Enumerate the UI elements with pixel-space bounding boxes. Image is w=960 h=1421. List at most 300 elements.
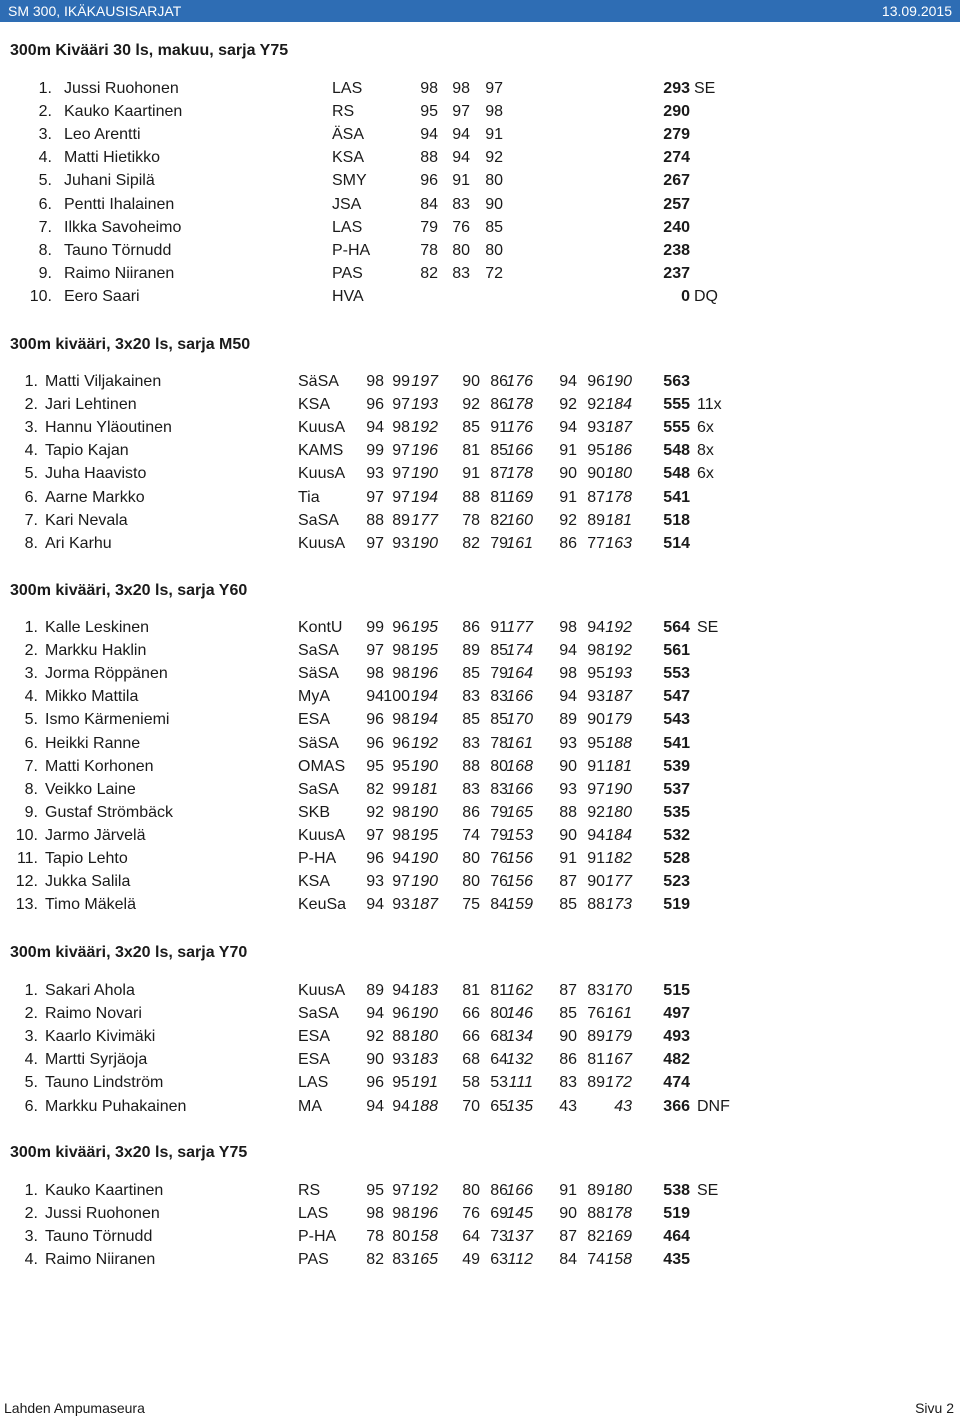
position-subtotal: 170 xyxy=(506,711,533,729)
total-score: 548 xyxy=(663,442,690,460)
club: HVA xyxy=(332,287,364,305)
event-date: 13.09.2015 xyxy=(881,3,952,19)
series-score: 93 xyxy=(587,419,605,437)
total-score: 539 xyxy=(663,757,690,775)
series-score: 79 xyxy=(490,665,508,683)
series-score: 53 xyxy=(490,1074,508,1092)
series-score: 91 xyxy=(559,488,577,506)
shooter-name: Ismo Kärmeniemi xyxy=(45,711,170,729)
series-score: 96 xyxy=(366,711,384,729)
shooter-name: Juhani Sipilä xyxy=(64,172,155,190)
shooter-name: Pentti Ihalainen xyxy=(64,195,175,213)
result-note: 11x xyxy=(697,396,722,414)
series-score: 98 xyxy=(392,419,410,437)
total-score: 257 xyxy=(663,195,690,213)
series-score: 91 xyxy=(559,850,577,867)
rank: 9. xyxy=(24,803,38,821)
rank: 5. xyxy=(24,711,38,729)
total-score: 561 xyxy=(663,642,690,660)
series-score: 66 xyxy=(462,1005,480,1023)
shooter-name: Veikko Laine xyxy=(45,780,136,798)
series-score: 96 xyxy=(366,396,384,414)
total-score: 547 xyxy=(663,688,690,706)
position-subtotal: 166 xyxy=(506,780,533,798)
position-subtotal: 180 xyxy=(605,803,632,821)
result-row xyxy=(0,1251,960,1273)
series-score: 87 xyxy=(559,873,577,891)
series-score: 100 xyxy=(383,688,410,706)
series-score: 83 xyxy=(587,982,605,999)
section-title: 300m kivääri, 3x20 ls, sarja Y70 xyxy=(10,944,248,961)
total-score: 493 xyxy=(663,1028,690,1046)
club: MyA xyxy=(298,688,330,706)
series-score: 96 xyxy=(366,1074,384,1092)
series-score: 86 xyxy=(490,1182,508,1199)
rank: 4. xyxy=(38,149,52,167)
rank: 13. xyxy=(15,896,38,914)
series-score: 86 xyxy=(559,1051,577,1069)
shooter-name: Heikki Ranne xyxy=(45,734,141,752)
series-score: 80 xyxy=(462,873,480,891)
position-subtotal: 181 xyxy=(605,757,632,775)
position-subtotal: 196 xyxy=(411,1205,438,1223)
series-score: 70 xyxy=(462,1097,480,1115)
series-score: 89 xyxy=(587,1074,605,1092)
series-score: 85 xyxy=(490,442,508,460)
series-score: 98 xyxy=(366,665,384,683)
series-score: 91 xyxy=(559,442,577,460)
series-score: 98 xyxy=(392,711,410,729)
position-subtotal: 177 xyxy=(506,619,533,636)
series-score: 85 xyxy=(462,665,480,683)
event-title: SM 300, IKÄKAUSISARJAT xyxy=(8,3,182,19)
series-score: 86 xyxy=(490,373,508,390)
series-score: 77 xyxy=(587,534,605,552)
result-row xyxy=(0,396,960,418)
position-subtotal: 166 xyxy=(506,1182,533,1199)
shooter-name: Raimo Novari xyxy=(45,1005,142,1023)
series-score: 94 xyxy=(420,126,438,144)
result-row xyxy=(0,535,960,557)
series-score: 69 xyxy=(490,1205,508,1223)
series-score: 92 xyxy=(485,149,503,167)
series-score: 85 xyxy=(490,642,508,660)
total-score: 564 xyxy=(663,619,690,636)
total-score: 538 xyxy=(663,1182,690,1199)
series-score: 85 xyxy=(462,419,480,437)
series-score: 91 xyxy=(490,419,508,437)
series-score: 89 xyxy=(559,711,577,729)
series-score: 88 xyxy=(392,1028,410,1046)
series-score: 75 xyxy=(462,896,480,914)
series-score: 83 xyxy=(452,264,470,282)
position-subtotal: 196 xyxy=(411,442,438,460)
series-score: 98 xyxy=(420,80,438,97)
position-subtotal: 43 xyxy=(614,1097,632,1115)
series-score: 82 xyxy=(490,511,508,529)
series-score: 96 xyxy=(366,734,384,752)
series-score: 85 xyxy=(559,1005,577,1023)
series-score: 76 xyxy=(587,1005,605,1023)
shooter-name: Tauno Törnudd xyxy=(64,241,172,259)
result-row xyxy=(0,288,960,310)
result-note: SE xyxy=(697,1182,719,1199)
result-row xyxy=(0,665,960,687)
series-score: 80 xyxy=(490,1005,508,1023)
series-score: 86 xyxy=(462,619,480,636)
rank: 5. xyxy=(24,1074,38,1092)
position-subtotal: 186 xyxy=(605,442,632,460)
result-row xyxy=(0,1182,960,1204)
club: SäSA xyxy=(298,734,339,752)
series-score: 83 xyxy=(490,688,508,706)
series-score: 68 xyxy=(462,1051,480,1069)
club: Tia xyxy=(298,488,320,506)
rank: 2. xyxy=(38,103,52,121)
position-subtotal: 194 xyxy=(411,688,438,706)
position-subtotal: 188 xyxy=(605,734,632,752)
club: P-HA xyxy=(298,850,337,867)
series-score: 98 xyxy=(559,619,577,636)
result-note: 8x xyxy=(697,442,714,460)
shooter-name: Matti Viljakainen xyxy=(45,373,162,390)
series-score: 90 xyxy=(366,1051,384,1069)
series-score: 82 xyxy=(366,1251,384,1269)
position-subtotal: 159 xyxy=(506,896,533,914)
total-score: 237 xyxy=(663,264,690,282)
position-subtotal: 183 xyxy=(411,1051,438,1069)
rank: 4. xyxy=(24,442,38,460)
series-score: 94 xyxy=(392,982,410,999)
series-score: 96 xyxy=(587,373,605,390)
position-subtotal: 111 xyxy=(508,1074,533,1092)
series-score: 68 xyxy=(490,1028,508,1046)
position-subtotal: 195 xyxy=(411,826,438,844)
rank: 3. xyxy=(24,1028,38,1046)
series-score: 98 xyxy=(587,642,605,660)
shooter-name: Gustaf Strömbäck xyxy=(45,803,174,821)
rank: 2. xyxy=(24,642,38,660)
shooter-name: Markku Haklin xyxy=(45,642,147,660)
page-header xyxy=(0,0,960,22)
rank: 4. xyxy=(24,1251,38,1269)
club: KuusA xyxy=(298,419,346,437)
series-score: 81 xyxy=(587,1051,605,1069)
rank: 7. xyxy=(24,511,38,529)
series-score: 83 xyxy=(559,1074,577,1092)
position-subtotal: 190 xyxy=(411,465,438,483)
series-score: 82 xyxy=(587,1228,605,1246)
position-subtotal: 166 xyxy=(506,442,533,460)
series-score: 94 xyxy=(452,126,470,144)
result-row xyxy=(0,103,960,125)
position-subtotal: 184 xyxy=(605,826,632,844)
rank: 4. xyxy=(24,688,38,706)
position-subtotal: 195 xyxy=(411,642,438,660)
rank: 1. xyxy=(24,373,38,390)
position-subtotal: 156 xyxy=(506,873,533,891)
position-subtotal: 190 xyxy=(605,373,632,390)
result-row xyxy=(0,126,960,148)
position-subtotal: 190 xyxy=(411,873,438,891)
series-score: 88 xyxy=(587,896,605,914)
result-row xyxy=(0,982,960,1004)
club: P-HA xyxy=(298,1228,337,1246)
club: SäSA xyxy=(298,665,339,683)
position-subtotal: 195 xyxy=(411,619,438,636)
club: PAS xyxy=(332,264,363,282)
series-score: 49 xyxy=(462,1251,480,1269)
series-score: 86 xyxy=(559,534,577,552)
series-score: 79 xyxy=(490,803,508,821)
total-score: 537 xyxy=(663,780,690,798)
series-score: 93 xyxy=(559,734,577,752)
series-score: 72 xyxy=(485,264,503,282)
series-score: 94 xyxy=(452,149,470,167)
series-score: 74 xyxy=(587,1251,605,1269)
result-row xyxy=(0,804,960,826)
shooter-name: Matti Korhonen xyxy=(45,757,154,775)
result-row xyxy=(0,1228,960,1250)
position-subtotal: 190 xyxy=(411,1005,438,1023)
shooter-name: Tapio Lehto xyxy=(45,850,128,867)
series-score: 88 xyxy=(559,803,577,821)
rank: 10. xyxy=(15,826,38,844)
position-subtotal: 180 xyxy=(605,465,632,483)
series-score: 93 xyxy=(392,1051,410,1069)
shooter-name: Jukka Salila xyxy=(45,873,131,891)
position-subtotal: 187 xyxy=(411,896,438,914)
shooter-name: Kauko Kaartinen xyxy=(64,103,183,121)
rank: 6. xyxy=(24,734,38,752)
total-score: 523 xyxy=(663,873,690,891)
position-subtotal: 161 xyxy=(605,1005,632,1023)
position-subtotal: 179 xyxy=(605,711,632,729)
result-row xyxy=(0,827,960,849)
series-score: 95 xyxy=(366,757,384,775)
club: JSA xyxy=(332,195,362,213)
rank: 3. xyxy=(24,1228,38,1246)
shooter-name: Ari Karhu xyxy=(45,534,112,552)
series-score: 81 xyxy=(462,442,480,460)
position-subtotal: 158 xyxy=(411,1228,438,1246)
position-subtotal: 187 xyxy=(605,419,632,437)
series-score: 79 xyxy=(420,218,438,236)
series-score: 91 xyxy=(587,757,605,775)
series-score: 80 xyxy=(462,850,480,867)
series-score: 93 xyxy=(587,688,605,706)
series-score: 64 xyxy=(462,1228,480,1246)
total-score: 518 xyxy=(663,511,690,529)
series-score: 78 xyxy=(420,241,438,259)
rank: 3. xyxy=(24,665,38,683)
series-score: 83 xyxy=(490,780,508,798)
total-score: 519 xyxy=(663,896,690,914)
shooter-name: Tauno Törnudd xyxy=(45,1228,153,1246)
total-score: 464 xyxy=(663,1228,690,1246)
series-score: 94 xyxy=(392,850,410,867)
series-score: 83 xyxy=(392,1251,410,1269)
series-score: 91 xyxy=(559,1182,577,1199)
result-row xyxy=(0,1205,960,1227)
series-score: 65 xyxy=(490,1097,508,1115)
series-score: 89 xyxy=(587,511,605,529)
position-subtotal: 181 xyxy=(411,780,438,798)
series-score: 86 xyxy=(462,803,480,821)
club: PAS xyxy=(298,1251,329,1269)
series-score: 89 xyxy=(462,642,480,660)
club: KuusA xyxy=(298,826,346,844)
position-subtotal: 190 xyxy=(411,803,438,821)
position-subtotal: 146 xyxy=(506,1005,533,1023)
club: P-HA xyxy=(332,241,371,259)
position-subtotal: 184 xyxy=(605,396,632,414)
series-score: 99 xyxy=(392,780,410,798)
shooter-name: Raimo Niiranen xyxy=(45,1251,156,1269)
result-row xyxy=(0,149,960,171)
rank: 5. xyxy=(38,172,52,190)
series-score: 94 xyxy=(559,642,577,660)
result-row xyxy=(0,1051,960,1073)
rank: 6. xyxy=(24,1097,38,1115)
shooter-name: Sakari Ahola xyxy=(45,982,135,999)
total-score: 293 xyxy=(663,80,690,97)
series-score: 78 xyxy=(366,1228,384,1246)
series-score: 85 xyxy=(490,711,508,729)
club: KSA xyxy=(298,396,331,414)
series-score: 97 xyxy=(366,488,384,506)
series-score: 94 xyxy=(559,373,577,390)
series-score: 78 xyxy=(490,734,508,752)
result-row xyxy=(0,850,960,872)
series-score: 92 xyxy=(366,803,384,821)
series-score: 80 xyxy=(490,757,508,775)
series-score: 98 xyxy=(392,1205,410,1223)
series-score: 66 xyxy=(462,1028,480,1046)
position-subtotal: 169 xyxy=(506,488,533,506)
series-score: 81 xyxy=(490,488,508,506)
series-score: 92 xyxy=(559,396,577,414)
series-score: 80 xyxy=(392,1228,410,1246)
position-subtotal: 168 xyxy=(506,757,533,775)
series-score: 98 xyxy=(559,665,577,683)
section-title: 300m Kivääri 30 ls, makuu, sarja Y75 xyxy=(10,42,289,59)
series-score: 97 xyxy=(366,642,384,660)
series-score: 94 xyxy=(392,1097,410,1115)
shooter-name: Martti Syrjäoja xyxy=(45,1051,148,1069)
series-score: 58 xyxy=(462,1074,480,1092)
position-subtotal: 166 xyxy=(506,688,533,706)
total-score: 279 xyxy=(663,126,690,144)
series-score: 92 xyxy=(462,396,480,414)
series-score: 95 xyxy=(587,734,605,752)
series-score: 74 xyxy=(462,826,480,844)
shooter-name: Matti Hietikko xyxy=(64,149,161,167)
series-score: 99 xyxy=(366,619,384,636)
position-subtotal: 194 xyxy=(411,711,438,729)
shooter-name: Mikko Mattila xyxy=(45,688,139,706)
position-subtotal: 177 xyxy=(605,873,632,891)
result-row xyxy=(0,1005,960,1027)
series-score: 90 xyxy=(462,373,480,390)
series-score: 89 xyxy=(587,1028,605,1046)
rank: 2. xyxy=(24,1205,38,1223)
series-score: 97 xyxy=(392,1182,410,1199)
position-subtotal: 132 xyxy=(506,1051,533,1069)
position-subtotal: 177 xyxy=(411,511,438,529)
result-row xyxy=(0,642,960,664)
series-score: 98 xyxy=(392,642,410,660)
rank: 7. xyxy=(24,757,38,775)
position-subtotal: 176 xyxy=(506,373,533,390)
position-subtotal: 182 xyxy=(605,850,632,867)
rank: 3. xyxy=(38,126,52,144)
total-score: 474 xyxy=(663,1074,690,1092)
total-score: 555 xyxy=(663,396,690,414)
series-score: 99 xyxy=(392,373,410,390)
series-score: 76 xyxy=(490,850,508,867)
series-score: 88 xyxy=(366,511,384,529)
result-row xyxy=(0,373,960,395)
series-score: 95 xyxy=(392,757,410,775)
series-score: 92 xyxy=(587,396,605,414)
series-score: 63 xyxy=(490,1251,508,1269)
result-row xyxy=(0,512,960,534)
series-score: 94 xyxy=(559,419,577,437)
club: KSA xyxy=(298,873,331,891)
series-score: 97 xyxy=(392,873,410,891)
rank: 4. xyxy=(24,1051,38,1069)
result-row xyxy=(0,781,960,803)
series-score: 91 xyxy=(485,126,503,144)
club: MA xyxy=(298,1097,322,1115)
series-score: 94 xyxy=(366,688,384,706)
total-score: 563 xyxy=(663,373,690,390)
series-score: 96 xyxy=(392,734,410,752)
series-score: 87 xyxy=(559,982,577,999)
shooter-name: Kalle Leskinen xyxy=(45,619,150,636)
series-score: 95 xyxy=(366,1182,384,1199)
shooter-name: Jussi Ruohonen xyxy=(45,1205,160,1223)
club: LAS xyxy=(298,1205,329,1223)
result-row xyxy=(0,219,960,241)
series-score: 94 xyxy=(366,419,384,437)
series-score: 87 xyxy=(587,488,605,506)
position-subtotal: 176 xyxy=(506,419,533,437)
position-subtotal: 191 xyxy=(411,1074,438,1092)
shooter-name: Timo Mäkelä xyxy=(45,896,136,914)
total-score: 267 xyxy=(663,172,690,190)
series-score: 97 xyxy=(392,488,410,506)
series-score: 84 xyxy=(559,1251,577,1269)
position-subtotal: 183 xyxy=(411,982,438,999)
club: KontU xyxy=(298,619,343,636)
series-score: 96 xyxy=(392,1005,410,1023)
series-score: 95 xyxy=(420,103,438,121)
series-score: 79 xyxy=(490,534,508,552)
series-score: 94 xyxy=(587,619,605,636)
position-subtotal: 188 xyxy=(411,1097,438,1115)
total-score: 528 xyxy=(663,850,690,867)
position-subtotal: 187 xyxy=(605,688,632,706)
position-subtotal: 134 xyxy=(506,1028,533,1046)
position-subtotal: 165 xyxy=(506,803,533,821)
series-score: 90 xyxy=(587,711,605,729)
position-subtotal: 178 xyxy=(605,488,632,506)
position-subtotal: 192 xyxy=(411,419,438,437)
series-score: 88 xyxy=(420,149,438,167)
series-score: 43 xyxy=(559,1097,577,1115)
